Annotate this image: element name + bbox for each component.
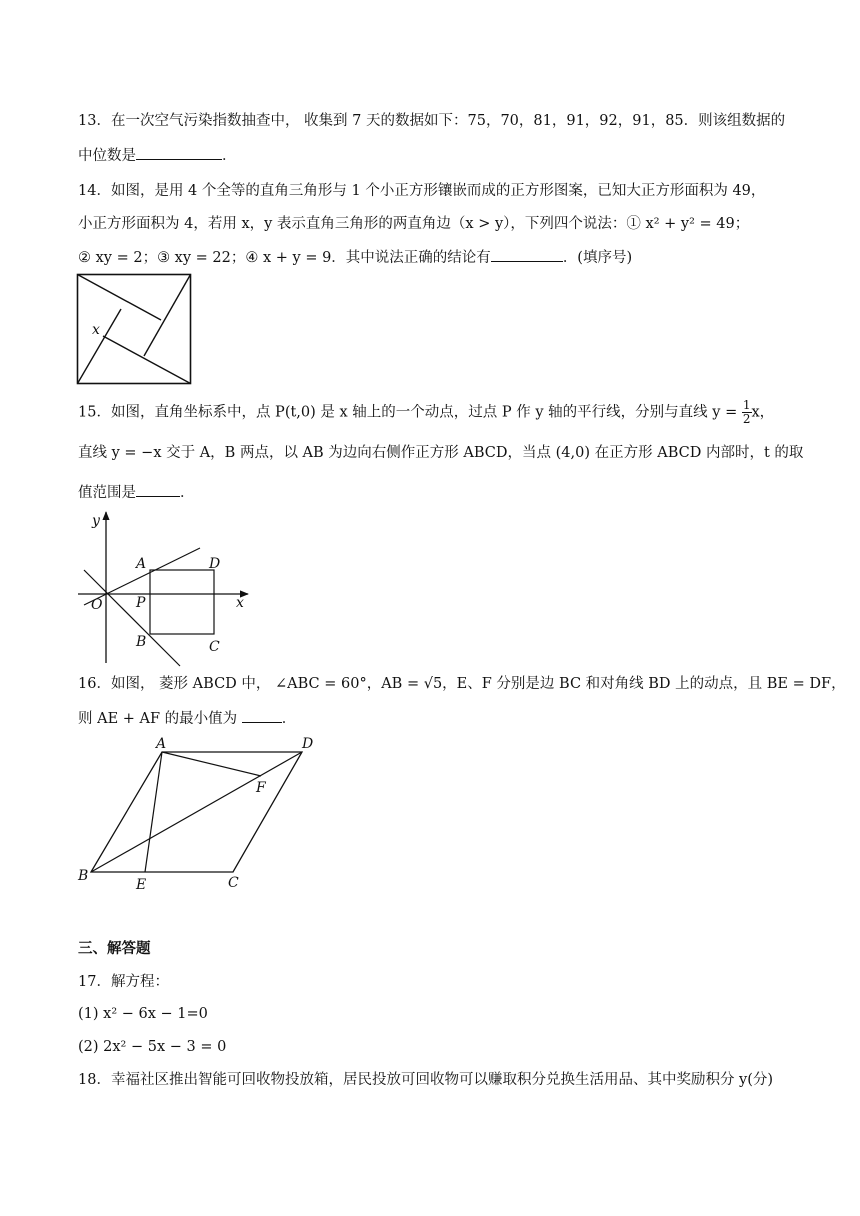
q15-line-2: 直线 y = −x 交于 A，B 两点，以 AB 为边向右侧作正方形 ABCD，当点 (4,0) 在正方形 ABCD 内部时，t 的取 — [78, 445, 804, 461]
q15-prefix-3: 值范围是 — [78, 485, 136, 501]
label-B: B — [136, 634, 147, 650]
q16-prefix: 则 AE + AF 的最小值为 — [78, 711, 238, 727]
q16-line-2 — [78, 708, 296, 729]
q13-suffix: ． — [222, 148, 237, 164]
q13-line-1: 13．在一次空气污染指数抽查中， 收集到 7 天的数据如下：75，70，81，91，92，91，85．则该组数据的 — [78, 113, 786, 129]
q15-frac-num: 1 — [742, 398, 751, 412]
label-P: P — [136, 595, 146, 611]
label-E: E — [136, 877, 147, 893]
q14-line-3 — [78, 247, 632, 268]
q16-suffix: ． — [281, 711, 297, 727]
q15-frac-den: 2 — [742, 412, 751, 426]
label-A: A — [156, 736, 167, 752]
segment-ae — [145, 752, 162, 872]
triangle-edge-1 — [78, 309, 122, 384]
label-F: F — [256, 780, 266, 796]
label-A: A — [136, 556, 147, 572]
q14-line-2: 小正方形面积为 4，若用 x，y 表示直角三角形的两直角边（x > y），下列四个说法：① x² + y² = 49； — [78, 216, 750, 232]
q15-line-1 — [78, 399, 774, 426]
q15-prefix: 15．如图，直角坐标系中，点 P(t,0) 是 x 轴上的一个动点，过点 P 作 y 轴的平行线，分别与直线 y = — [78, 404, 738, 421]
label-O: O — [91, 597, 103, 613]
q15-suffix-3: ． — [180, 485, 195, 501]
q13-line-2 — [78, 145, 237, 166]
label-C: C — [209, 639, 220, 655]
q17-equation-2: (2) 2x² − 5x − 3 = 0 — [78, 1039, 227, 1055]
q15-line-3 — [78, 482, 195, 503]
q18-line-1: 18．幸福社区推出智能可回收物投放箱，居民投放可回收物可以赚取积分兑换生活用品、其中奖励积分 y(分) — [78, 1072, 774, 1088]
q13-prefix: 中位数是 — [78, 148, 136, 164]
label-x: x — [236, 595, 244, 611]
label-y: y — [92, 513, 100, 529]
q16-line-1: 16．如图， 菱形 ABCD 中， ∠ABC = 60°，AB = √5，E、F 分别是边 BC 和对角线 BD 上的动点，且 BE = DF， — [78, 676, 846, 692]
square-abcd — [150, 570, 214, 634]
label-D: D — [209, 556, 221, 572]
q14-suffix: ．(填序号) — [562, 250, 633, 266]
q15-fraction — [742, 399, 752, 426]
q15-suffix-1: x， — [751, 404, 775, 421]
q14-prefix: ② xy = 2；③ xy = 22；④ x + y = 9．其中说法正确的结论有 — [78, 250, 491, 266]
q14-line-1: 14．如图，是用 4 个全等的直角三角形与 1 个小正方形镶嵌而成的正方形图案，已知大正方形面积为 49， — [78, 183, 766, 199]
q15-answer-blank — [136, 482, 180, 497]
q14-answer-blank — [491, 247, 563, 262]
segment-af — [162, 752, 261, 776]
diagonal-bd — [91, 752, 302, 872]
label-C: C — [228, 875, 239, 891]
q13-answer-blank — [136, 145, 222, 160]
label-B: B — [78, 868, 89, 884]
q16-figure-rhombus — [76, 734, 326, 894]
triangle-edge-4 — [103, 336, 191, 384]
q14-label-x: x — [92, 322, 100, 338]
q17-title: 17．解方程： — [78, 974, 169, 990]
q16-answer-blank — [242, 708, 282, 723]
line-y-neg-x — [84, 570, 180, 666]
q14-figure-square-pattern — [76, 273, 194, 385]
section-3-heading: 三、解答题 — [78, 941, 151, 957]
q15-figure-coordinate-plane — [78, 508, 258, 668]
label-D: D — [302, 736, 314, 752]
q17-equation-1: (1) x² − 6x − 1=0 — [78, 1006, 208, 1022]
